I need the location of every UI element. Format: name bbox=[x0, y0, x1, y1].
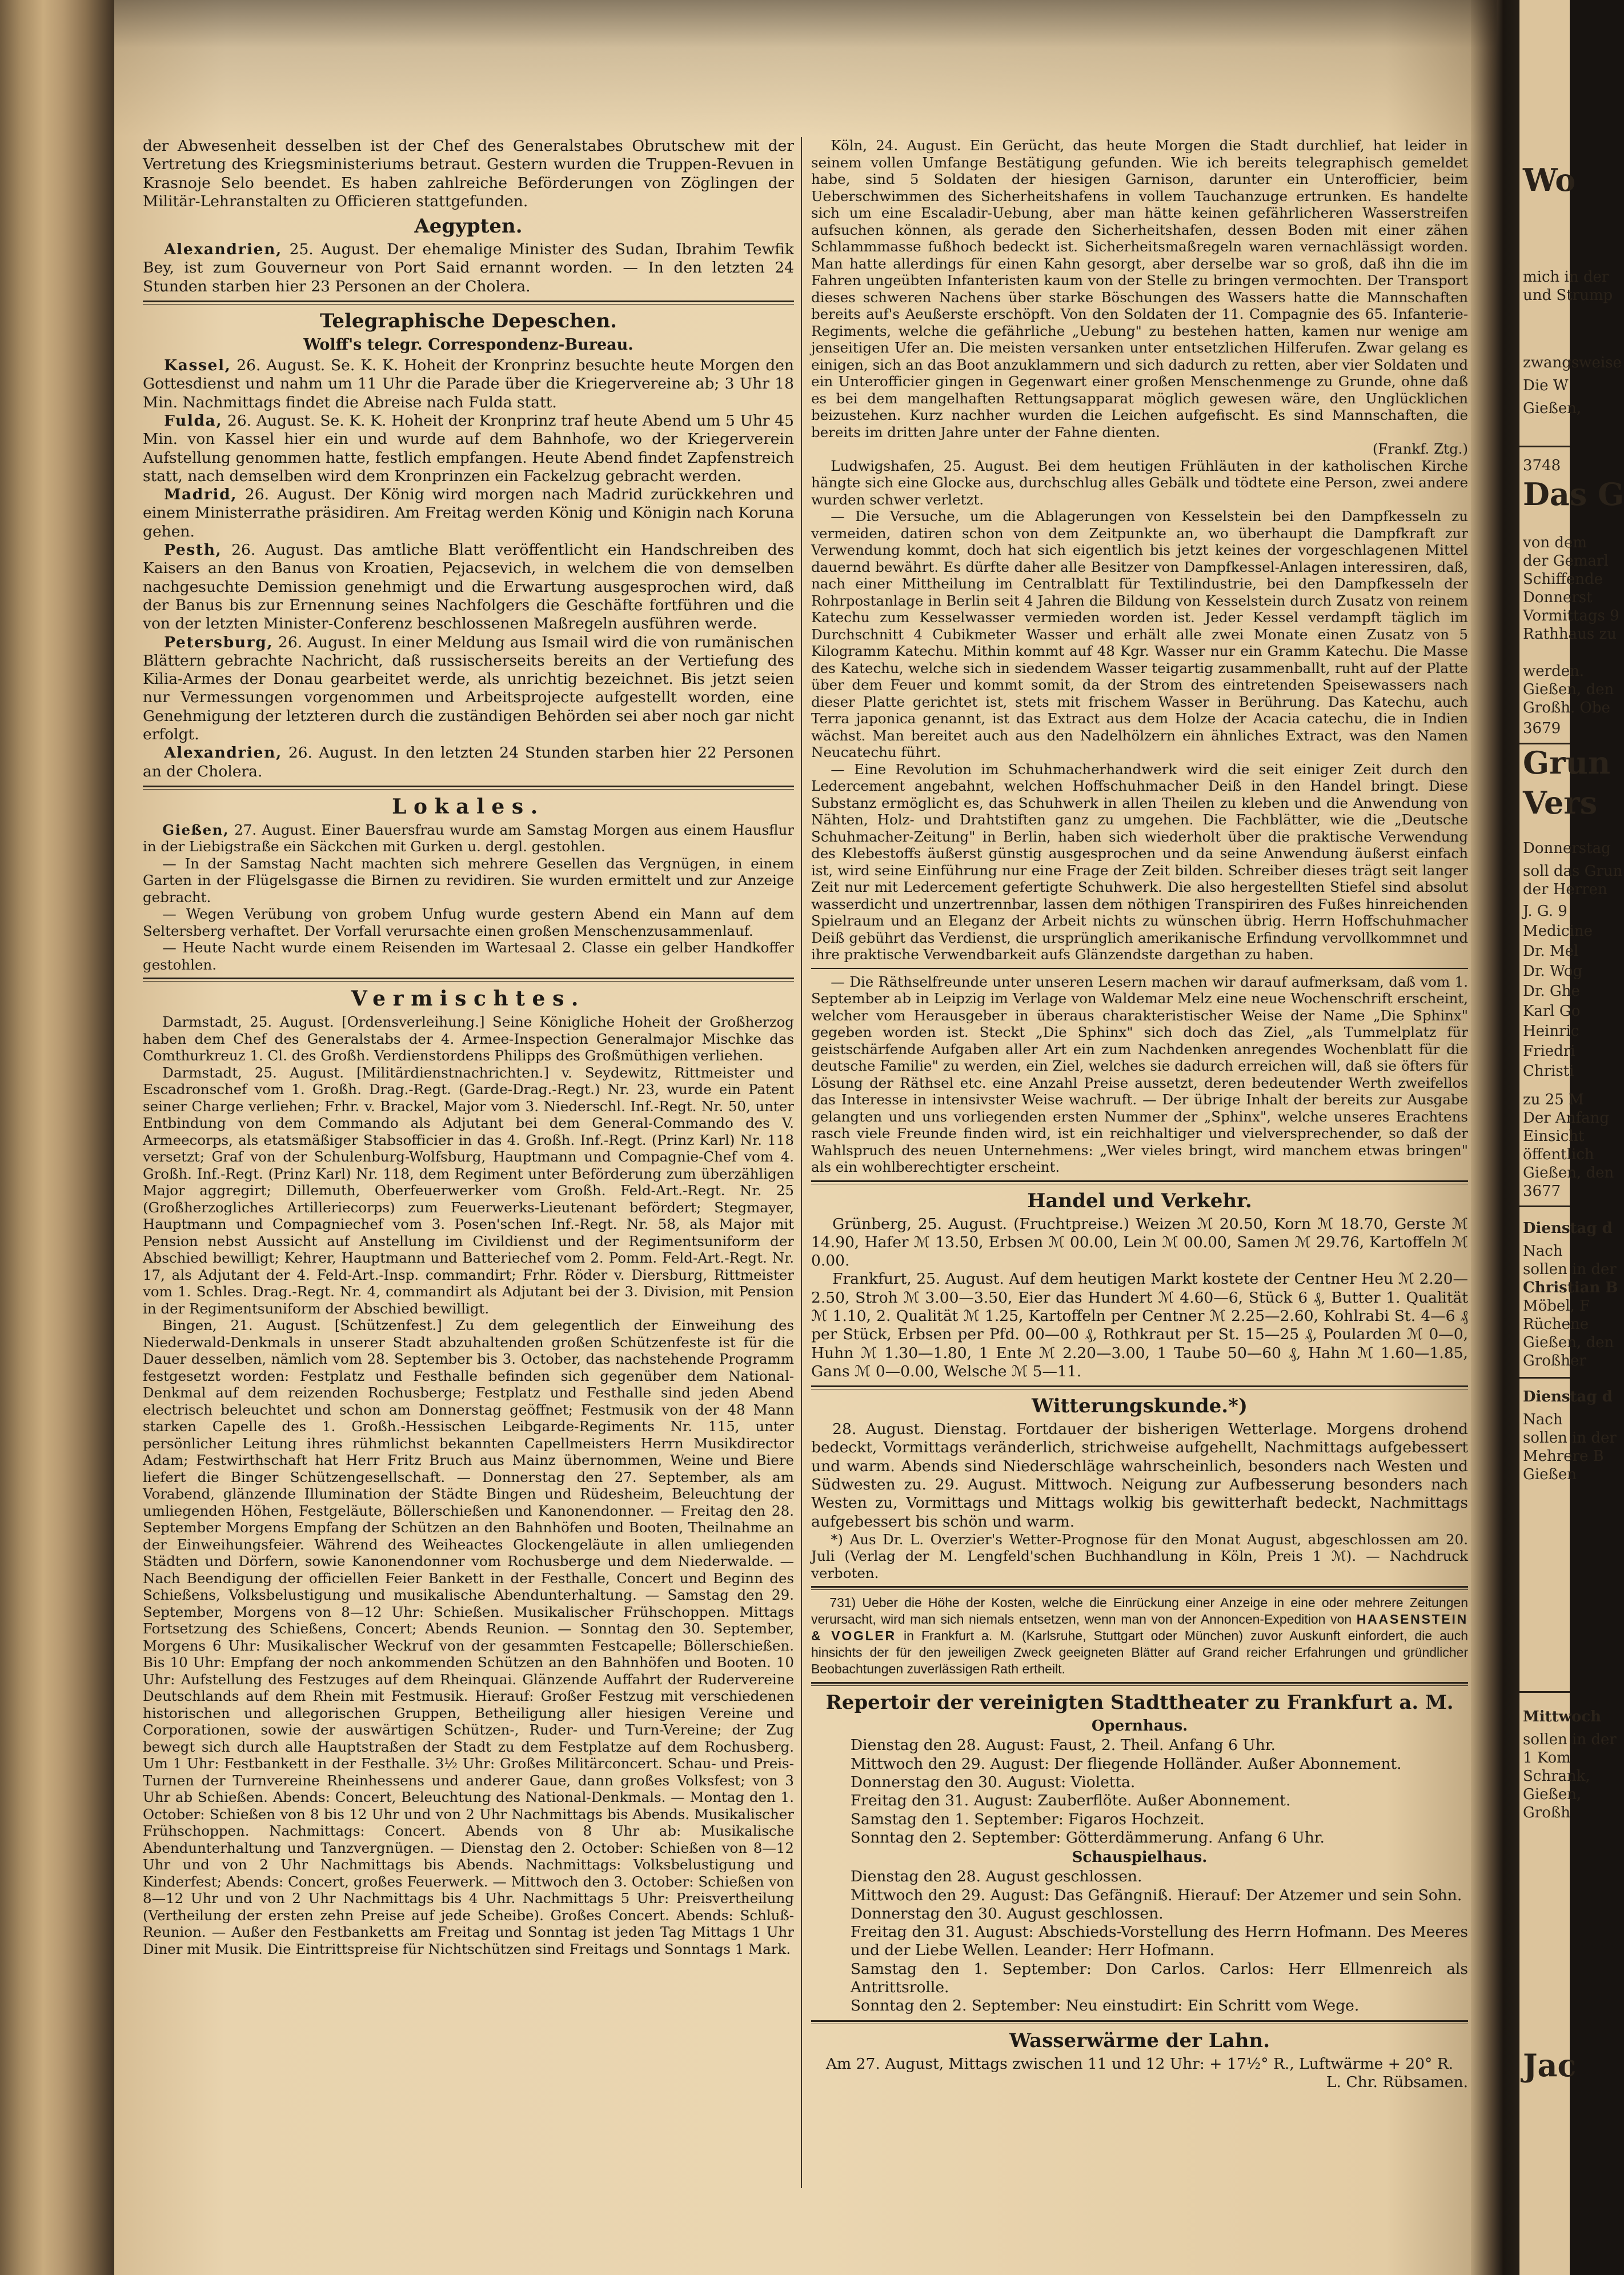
next-page-text: Die W bbox=[1523, 377, 1569, 394]
next-page-text: 3748 bbox=[1523, 457, 1561, 474]
article-kesselstein: — Die Versuche, um die Ablagerungen von Kesselstein bei den Dampfkesseln zu vermeiden, datiren schon von dem Zeitpunkte an, wo überhaupt die Dampfkraft zur Verwendung kommt, doch hat sich eigentlich bis jetzt keines der vorgeschlagenen Mittel dauernd bewährt. Es dürfte daher alle Besitzer von Dampfkessel-Anlagen interessiren, daß, nach einer Mittheilung im Centralblatt für Textilindustrie, bei den Dampfkesseln der Rohrpostanlage in Berlin seit 4 Jahren die Bildung von Kesselstein durch Zusatz von reinem Katechu zum Kesselwasser vermieden worden ist. Jeder Kessel verdampft täglich im Durchschnitt 4 Cubikmeter Wasser und erhält alle zwei Monate einen Zusatz von 5 Kilogramm Katechu. Mithin kommt auf 48 Kgr. Wasser nur ein Gramm Katechu. Die Masse des Katechu, welche sich in siedendem Wasser teigartig zusammenballt, ruht auf der Platte über dem Feuer und kommt somit, da der Strom des eintretenden Speisewassers nach dieser Platte gerichtet ist, stets mit frischem Wasser in Berührung. Das Katechu, auch Terra japonica genannt, ist das Extract aus dem Holze der Acacia catechu, die in Indien wächst. Man bereitet auch aus den Nadelhölzern ein ähnliches Extract, was den Namen Neucatechu führt. bbox=[811, 508, 1468, 760]
next-page-text: Dienstag d bbox=[1523, 1220, 1613, 1237]
next-page-text: Grun bbox=[1523, 744, 1611, 781]
next-page-text: soll das Grun bbox=[1523, 863, 1623, 880]
next-page-text: Vers bbox=[1523, 784, 1598, 821]
telegram-item: Alexandrien, 26. August. In den letzten 24 Stunden starben hier 22 Personen an der Cholera. bbox=[143, 744, 794, 780]
article-ludwigshafen: Ludwigshafen, 25. August. Bei dem heutigen Frühläuten in der katholischen Kirche hängte sich eine Glocke aus, durchschlug alles Gebälk und tödtete eine Person, zwei andere wurden schwer verletzt. bbox=[811, 457, 1468, 508]
next-page-text: der Gemarl bbox=[1523, 552, 1609, 570]
next-page-text: Gießen, den bbox=[1523, 1164, 1614, 1181]
weather-forecast: 28. August. Dienstag. Fortdauer der bisherigen Wetterlage. Morgens drohend bedeckt, Vormittags veränderlich, strichweise aufgehellt, Nachmittags aufgebessert und warm. Abends sind Niederschläge wahrscheinlich, besonders nach Westen und Südwesten zu. 29. August. Mittwoch. Neigung zur Aufbesserung besonders nach Westen zu, Vormittags und Mittags wolkig bis gewitterhaft bedeckt, Nachmittags aufgebessert bis schön und warm. bbox=[811, 1420, 1468, 1531]
local-item: — In der Samstag Nacht machten sich mehrere Gesellen das Vergnügen, in einem Garten in der Flügelsgasse die Birnen zu revidiren. Sie wurden ermittelt und zur Anzeige gebracht. bbox=[143, 855, 794, 906]
theatre-entry: Freitag den 31. August: Zauberflöte. Außer Abonnement. bbox=[850, 1792, 1291, 1810]
next-page-text: sollen in der bbox=[1523, 1731, 1617, 1748]
theatre-entry: Samstag den 1. September: Figaros Hochzeit. bbox=[850, 1810, 1205, 1828]
next-page-text: Schrank, bbox=[1523, 1768, 1590, 1785]
article-source: (Frankf. Ztg.) bbox=[1372, 440, 1468, 457]
next-page-text: Jac bbox=[1523, 2047, 1577, 2084]
dateline: Pesth, bbox=[164, 541, 222, 559]
next-page-text: Das G bbox=[1523, 476, 1624, 512]
next-page-text: Karl Go bbox=[1523, 1003, 1581, 1020]
theatre-entry: Sonntag den 2. September: Götterdämmerung. Anfang 6 Uhr. bbox=[850, 1828, 1325, 1847]
next-page-text: Gießen, den bbox=[1523, 1334, 1614, 1351]
section-rule bbox=[143, 301, 794, 305]
dateline: Alexandrien, bbox=[164, 744, 282, 762]
next-page-text: sollen in der bbox=[1523, 1261, 1617, 1278]
dateline: Fulda, bbox=[164, 411, 223, 430]
next-page-text: werden. bbox=[1523, 663, 1585, 680]
theatre-play-heading: Schauspielhaus. bbox=[1072, 1849, 1208, 1867]
next-page-text: Großh bbox=[1523, 1804, 1570, 1821]
next-page-text: Gießen, bbox=[1523, 400, 1582, 417]
local-item: Gießen, 27. August. Einer Bauersfrau wurde am Samstag Morgen aus einem Hausflur in der Liebigstraße ein Säckchen mit Gurken u. dergl. gestohlen. bbox=[143, 821, 794, 855]
signature: L. Chr. Rübsamen. bbox=[1326, 2073, 1468, 2091]
next-page-text: Dr. Mel bbox=[1523, 943, 1579, 960]
dateline: Kassel, bbox=[164, 357, 231, 375]
telegram-item: Kassel, 26. August. Se. K. K. Hoheit der Kronprinz besuchte heute Morgen den Gottesdienst und nahm um 11 Uhr die Parade über die Kriegervereine ab; 3 Uhr 18 Min. Nachmittags findet die Abreise nach Fulda statt. bbox=[143, 357, 794, 411]
local-item: — Wegen Verübung von grobem Unfug wurde gestern Abend ein Mann auf dem Seltersberg verhaftet. Der Vorfall verursachte einen großen Menschenzusammenlauf. bbox=[143, 906, 794, 939]
next-page-text: Dienstag d bbox=[1523, 1388, 1613, 1405]
section-heading-egypt: Aegypten. bbox=[414, 215, 523, 238]
section-heading-telegrams: Telegraphische Depeschen. bbox=[319, 310, 617, 333]
section-rule bbox=[811, 968, 1468, 969]
next-page-text: Großher bbox=[1523, 1352, 1586, 1369]
next-page-text: Großh. Obe bbox=[1523, 699, 1610, 716]
dateline: Gießen, bbox=[162, 821, 229, 838]
next-page-text: 3679 bbox=[1523, 720, 1561, 737]
next-page-text: Vormittags 9 bbox=[1523, 607, 1619, 624]
next-page-text: Mehrere B bbox=[1523, 1448, 1604, 1465]
section-heading-weather: Witterungskunde.*) bbox=[1032, 1395, 1248, 1418]
next-page-text: Donnerst bbox=[1523, 589, 1593, 606]
theatre-entry: Donnerstag den 30. August: Violetta. bbox=[850, 1773, 1136, 1792]
next-page-text: sollen in der bbox=[1523, 1429, 1617, 1447]
page-gutter bbox=[1471, 0, 1525, 2275]
water-temperature-report: Am 27. August, Mittags zwischen 11 und 12 Uhr: + 17½° R., Luftwärme + 20° R. bbox=[825, 2054, 1454, 2073]
next-page-text: Rüchene bbox=[1523, 1316, 1589, 1333]
next-page-text: Friedri bbox=[1523, 1043, 1575, 1060]
market-report: Frankfurt, 25. August. Auf dem heutigen Markt kostete der Centner Heu ℳ 2.20—2.50, Stroh ℳ 3.00—3.50, Eier das Hundert ℳ 4.60—6, Stück 6 ₰, Butter 1. Qualität ℳ 1.10, 2. Qualität ℳ 1.25, Kartoffeln per Centner ℳ 2.25—2.60, Kohlrabi St. 4—6 ₰ per Stück, Erbsen per Pfd. 00—00 ₰, Rothkraut per St. 15—25 ₰, Poularden ℳ 0—0, Huhn ℳ 1.30—1.80, 1 Ente ℳ 2.20—3.00, 1 Taube 50—60 ₰, Hahn ℳ 1.60—1.85, Gans ℳ 0—0.00, Welsche ℳ 5—11. bbox=[811, 1270, 1468, 1380]
next-page-text: Rathhaus zu bbox=[1523, 626, 1617, 643]
next-page-text: und Strump bbox=[1523, 287, 1613, 304]
dateline: Alexandrien, bbox=[164, 241, 282, 259]
section-rule bbox=[811, 1385, 1468, 1389]
telegram-item: Petersburg, 26. August. In einer Meldung aus Ismail wird die von rumänischen Blättern gebrachte Nachricht, daß russischerseits bereits an der Vertiefung des Kilia-Armes der Donau gearbeitet werde, als unrichtig bezeichnet. Bis jetzt seien nur Vermessungen vorgenommen und Arbeitsprojecte aufgestellt worden, eine Genehmigung der letzteren durch die zuständigen Behörden sei aber noch gar nicht erfolgt. bbox=[143, 633, 794, 744]
theatre-entry: Mittwoch den 29. August: Der fliegende Holländer. Außer Abonnement. bbox=[850, 1755, 1402, 1773]
next-page-text: von dem bbox=[1523, 534, 1587, 551]
theatre-entry: Dienstag den 28. August: Faust, 2. Theil. Anfang 6 Uhr. bbox=[850, 1736, 1276, 1755]
next-page-text: Gießen bbox=[1523, 1466, 1577, 1483]
theatre-entry: Sonntag den 2. September: Neu einstudirt: Ein Schritt vom Wege. bbox=[850, 1997, 1360, 2015]
article-ledercement: — Eine Revolution im Schuhmacherhandwerk wird die seit einiger Zeit durch den Ledercement angebahnt, welchen Hoffschuhmacher Deiß in den Handel bringt. Diese Substanz ermöglicht es, das Schuhwerk in allen Theilen zu kleben und die Anwendung von Nähten, Holz- und Drahtstiften ganz zu umgehen. Die Fachblätter, wie die „Deutsche Schuhmacher-Zeitung" in Berlin, haben sich wiederholt über die praktische Verwendung des Klebestoffs äußerst günstig ausgesprochen und da seine Anwendung äußerst einfach ist, wird seine Einführung nur eine Frage der Zeit bilden. Schreiber dieses trägt seit langer Zeit nur mit Ledercement gefertigte Schuhwerk. Die also hergestellten Stiefel sind absolut wasserdicht und unzertrennbar, lassen dem nöthigen Transpiriren des Fußes hinreichenden Spielraum und an Eleganz der Arbeit nichts zu wünschen übrig. Herrn Hoffschuhmacher Deiß gebührt das Verdienst, die ursprünglich amerikanische Erfindung vervollkommnet und ihre praktische Verwendbarkeit aufs Glänzendste dargethan zu haben. bbox=[811, 760, 1468, 963]
section-rule bbox=[143, 978, 794, 982]
article-sphinx: — Die Räthselfreunde unter unseren Lesern machen wir darauf aufmerksam, daß vom 1. September ab in Leipzig im Verlage von Waldemar Melz eine neue Wochenschrift erscheint, welcher vom Herausgeber in überaus charakteristischer Weise der Name „Die Sphinx" gegeben worden ist. Steckt „Die Sphinx" sich doch das Ziel, „als Tummelplatz für geistschärfende Aufgaben aller Art ein zum Nachdenken anregendes Wochenblatt für die deutsche Familie" zu werden, ein Ziel, welches sie dadurch erreichen will, daß sie öfters für Lösung der Räthsel etc. eine Anzahl Preise aussetzt, deren bedeutender Werth zweifellos das Interesse in intensivster Weise wachruft. — Der übrige Inhalt der bereits zur Ausgabe gelangten und uns vorliegenden ersten Nummer der „Sphinx", welche unseres Erachtens rasch viele Freunde finden wird, ist ein reichhaltiger und vielversprechender, so daß der Wahlspruch des neuen Unternehmens: „Wer vieles bringt, wird manchem etwas bringen" als ein wohlberechtigter erscheint. bbox=[811, 973, 1468, 1175]
section-heading-trade: Handel und Verkehr. bbox=[1027, 1189, 1252, 1212]
telegram-item: Pesth, 26. August. Das amtliche Blatt veröffentlicht ein Handschreiben des Kaisers an den Banus von Kroatien, Pejacsevich, in welchem die von demselben nachgesuchte Demission genehmigt und die Erwartung ausgesprochen wird, daß der Banus bis zur Ernennung seines Nachfolgers die Geschäfte fortführen und die von der letzten Minister-Conferenz beschlossenen Maßregeln ausführen werde. bbox=[143, 541, 794, 633]
telegram-item: Madrid, 26. August. Der König wird morgen nach Madrid zurückkehren und einem Ministerrathe präsidiren. Am Freitag werden König und Königin nach Koruna gehen. bbox=[143, 486, 794, 540]
misc-item: Darmstadt, 25. August. [Militärdienstnachrichten.] v. Seydewitz, Rittmeister und Escadronschef vom 1. Großh. Drag.-Regt. (Garde-Drag.-Regt.) Nr. 23, wurde ein Patent seiner Charge verliehen; Frhr. v. Brackel, Major vom 3. Niederschl. Inf.-Regt. Nr. 50, unter Entbindung von dem Commando als Adjutant bei dem General-Commando des V. Armeecorps, als etatsmäßiger Stabsofficier in das 4. Großh. Inf.-Regt. (Prinz Karl) Nr. 118 versetzt; Graf von der Schulenburg-Wolfsburg, Hauptmann und Compagnie-Chef vom 4. Großh. Inf.-Regt. (Prinz Karl) Nr. 118, dem Regiment unter Beförderung zum überzähligen Major aggregirt; Dillemuth, Oberfeuerwerker vom Großh. Feld-Art.-Regt. Nr. 25 (Großherzogliches Artilleriecorps) zum Feuerwerks-Lieutenant befördert; Stegmayer, Hauptmann und Compagniechef vom 3. Posen'schen Inf.-Regt. Nr. 58, als Major mit Pension nebst Aussicht auf Anstellung im Civildienst und der Regimentsuniform der Abschied bewilligt; Kehrer, Hauptmann und Batteriechef vom 2. Pomm. Feld-Art.-Regt. Nr. 17, als Adjutant der 4. Feld-Art.-Insp. commandirt; Frhr. Röder v. Diersburg, Rittmeister vom 1. Schles. Drag.-Regt. Nr. 4, commandirt als Adjutant bei der 3. Division, mit Pension in der Regimentsuniform der Abschied bewilligt. bbox=[143, 1064, 794, 1317]
next-page-text: 3677 bbox=[1523, 1183, 1561, 1200]
theatre-entry: Dienstag den 28. August geschlossen. bbox=[850, 1868, 1142, 1886]
local-item: — Heute Nacht wurde einem Reisenden im Wartesaal 2. Classe ein gelber Handkoffer gestohlen. bbox=[143, 939, 794, 973]
next-page-text: Christi bbox=[1523, 1063, 1574, 1080]
section-heading-miscellany: Vermischtes. bbox=[351, 987, 586, 1011]
section-rule bbox=[811, 1586, 1468, 1590]
misc-item: Darmstadt, 25. August. [Ordensverleihung.] Seine Königliche Hoheit der Großherzog haben dem Chef des Generalstabs der 4. Armee-Inspection Generalmajor Mischke das Comthurkreuz 1. Cl. des Großh. Verdienstordens Philipps des Großmüthigen verliehen. bbox=[143, 1014, 794, 1064]
news-item-egypt: Alexandrien, 25. August. Der ehemalige Minister des Sudan, Ibrahim Tewfik Bey, ist zum Gouverneur von Port Said ernannt worden. — In den letzten 24 Stunden starben hier 23 Personen an der Cholera. bbox=[143, 241, 794, 295]
weather-footnote: *) Aus Dr. L. Overzier's Wetter-Prognose für den Monat August, abgeschlossen am 20. Juli (Verlag der M. Lengfeld'schen Buchhandlung in Köln, Preis 1 ℳ). — Nachdruck verboten. bbox=[811, 1531, 1468, 1581]
theatre-entry: Mittwoch den 29. August: Das Gefängniß. Hierauf: Der Atzemer und sein Sohn. bbox=[850, 1886, 1462, 1904]
theatre-entry: Donnerstag den 30. August geschlossen. bbox=[850, 1904, 1164, 1922]
next-page-text: öffentlich bbox=[1523, 1146, 1594, 1163]
section-subheading: Wolff's telegr. Correspondenz-Bureau. bbox=[303, 336, 633, 354]
next-page-text: Dr. Wog bbox=[1523, 963, 1583, 980]
advertiser-name: HAASENSTEIN & VOGLER bbox=[811, 1612, 1468, 1644]
next-page-text: Gießen, bbox=[1523, 1786, 1582, 1803]
next-page-text: mich in der bbox=[1523, 269, 1609, 286]
article-koeln: Köln, 24. August. Ein Gerücht, das heute Morgen die Stadt durchlief, hat leider in seinem vollen Umfange Bestätigung gefunden. Wie ich bereits telegraphisch gemeldet habe, sind 5 Soldaten der hiesigen Garnison, darunter ein Unterofficier, beim Ueberschwimmen des Sicherheitshafens in vollem Tauchanzuge ertrunken. Es handelte sich um eine Escaladir-Uebung, aber man hätte keinen gefährlicheren Wasserstreifen aufsuchen können, als gerade den Sicherheitshafen, dessen Boden mit einer zähen Schlammmasse fußhoch bedeckt ist. Sicherheitsmaßregeln waren vernachlässigt worden. Man hatte allerdings für einen Kahn gesorgt, aber derselbe war so groß, daß ihn die im Fahren ungeübten Infanteristen kaum von der Stelle zu bringen vermochten. Der Transport dieses schweren Nachens über starke Böschungen des Wassers hatte die Mannschaften bereits auf's Aeußerste erschöpft. Von den Soldaten der 11. Compagnie des 65. Infanterie-Regiments, welche die gefährliche „Uebung" zu bestehen hatten, kamen nur wenige am jenseitigen Ufer an. Die meisten versanken unter entsetzlichen Hilferufen. Zwar gelang es einigen, sich an das Boot anzuklammern und sich dadurch zu retten, aber vier Soldaten und ein Unterofficier gingen in Gegenwart einer großen Menschenmenge zu Grunde, ohne daß es bei dem mangelhaften Rettungsapparat möglich gewesen wäre, den Unglücklichen beizustehen. Kurz nachher wurden die Leichen aufgefischt. Es sind Mannschaften, die bereits im dritten Jahre unter der Fahne dienten. bbox=[811, 137, 1468, 440]
misc-item: Bingen, 21. August. [Schützenfest.] Zu dem gelegentlich der Einweihung des Niederwald-Denkmals in unserer Stadt abzuhaltenden großen Schützenfeste ist für die Dauer desselben, nämlich vom 28. September bis 3. October, das nachstehende Programm festgesetzt worden: Festplatz und Festhalle befinden sich gegenüber dem National-Denkmal auf dem reizenden Rochusberge; Festplatz und Festhalle sind jeden Abend electrisch beleuchtet und schon am Donnerstag geöffnet; Festmusik von der 48 Mann starken Capelle des 1. Großh.-Hessischen Leibgarde-Regiments Nr. 115, unter persönlicher Leitung ihres rühmlichst bekannten Capellmeisters Herrn Musikdirector Adam; Festwirthschaft hat Herr Fritz Bruch aus Mainz übernommen, Weine und Biere liefert die Binger Schützengesellschaft. — Donnerstag den 27. September, als am Vorabend, glänzende Illumination der Städte Bingen und Rüdesheim, Beleuchtung der umliegenden Höhen, Festgeläute, Böllerschießen und Kanonendonner. — Freitag den 28. September Morgens Empfang der Schützen an den Bahnhöfen und Booten, Theilnahme an der Einweihungsfeier. Während des Weiheactes Glockengeläute in allen umliegenden Städten und Dörfern, sowie Kanonendonner vom Rochusberge und dem Niederwalde. — Nach Beendigung der officiellen Feier Bankett in der Festhalle, Concert und Beginn des Schießens, Volksbelustigung und musikalische Abendunterhaltung. — Samstag den 29. September, Morgens von 8—12 Uhr: Schießen. Musikalischer Frühschoppen. Mittags Fortsetzung des Schießens, Concert; Abends Reunion. — Sonntag den 30. September, Morgens 6 Uhr: Musikalischer Weckruf von der gesammten Festcapelle; Böllerschießen. Bis 10 Uhr: Empfang der noch ankommenden Schützen an den Bahnhöfen und Booten. 10 Uhr: Aufstellung des Festzuges auf dem Rheinquai. Glänzende Auffahrt der Rudervereine Deutschlands auf dem Rhein mit Festmusik. Hierauf: Großer Festzug mit verschiedenen historischen und allegorischen Gruppen, Betheiligung aller hiesigen Vereine und Corporationen, sowie der auswärtigen Schützen-, Ruder- und Turn-Vereine; der Zug bewegt sich durch alle Hauptstraßen der Stadt zu dem Festplatze auf dem Rochusberg. Um 1 Uhr: Festbankett in der Festhalle. 3½ Uhr: Großes Militärconcert. Schau- und Preis-Turnen der Turnvereine Rheinhessens und anderer Gaue, dann großes Volksfest; von 3 Uhr ab Schießen. Abends: Concert, Beleuchtung des National-Denkmals. — Montag den 1. October: Schießen von 8 bis 12 Uhr und von 2 Uhr Nachmittags bis Abends. Musikalischer Frühschoppen. Nachmittags: Concert. Abends von 8 Uhr ab: Musikalische Abendunterhaltung und Tanzvergnügen. — Dienstag den 2. October: Schießen von 8—12 Uhr und von 2 Uhr Nachmittags bis Abends. Nachmittags: Volksbelustigung und Kinderfest; Abends: Concert, großes Feuerwerk. — Mittwoch den 3. October: Schießen von 8—12 Uhr und von 2 Uhr Nachmittags bis 4 Uhr. Nachmittags 5 Uhr: Preisvertheilung (Vertheilung der ersten zehn Preise auf jede Scheibe). Großes Concert. Abends: Schluß-Reunion. — Außer den Festbanketts am Freitag und Sonntag ist jeden Tag Mittags 1 Uhr Diner mit Musik. Die Eintrittspreise für Nichtschützen sind Freitags und Sonntags 1 Mark. bbox=[143, 1317, 794, 1957]
telegram-item: Fulda, 26. August. Se. K. K. Hoheit der Kronprinz traf heute Abend um 5 Uhr 45 Min. von Kassel hier ein und wurde auf dem Bahnhofe, wo der Kriegerverein Aufstellung genommen hatte, festlich empfangen. Heute Abend findet Zapfenstreich statt, nach demselben wird dem Kronprinzen ein Fackelzug gebracht werden. bbox=[143, 411, 794, 485]
next-page-text: Christian B bbox=[1523, 1279, 1618, 1296]
section-heading-theatre: Repertoir der vereinigten Stadttheater zu Frankfurt a. M. bbox=[825, 1691, 1454, 1715]
next-page-text: Möbel, F bbox=[1523, 1297, 1590, 1315]
next-page-text: der Herren bbox=[1523, 881, 1607, 898]
theatre-opera-heading: Opernhaus. bbox=[1091, 1717, 1188, 1735]
next-page-text: Der Anfang bbox=[1523, 1110, 1609, 1127]
dateline: Petersburg, bbox=[164, 633, 274, 651]
left-column bbox=[143, 137, 794, 1957]
next-page-text: zwangsweise bbox=[1523, 354, 1622, 371]
next-page-text: Medicine bbox=[1523, 923, 1593, 940]
next-page-text: Dr. Ghe bbox=[1523, 983, 1580, 1000]
section-rule bbox=[811, 1682, 1468, 1686]
next-page-text: Gießen, den bbox=[1523, 681, 1614, 698]
next-page-text: Einsicht bbox=[1523, 1128, 1585, 1145]
advertisement: 731) Ueber die Höhe der Kosten, welche die Einrückung einer Anzeige in eine oder mehrere Zeitungen verursacht, wird man sich niemals entsetzen, wenn man von der Annoncen-Expedition von HAASENSTEIN & VOGLER in Frankfurt a. M. (Karlsruhe, Stuttgart oder München) zuvor Auskunft einfordert, die auch hinsichts der für den jeweiligen Zweck geeigneten Blätter auf Grand reicher Erfahrungen und gründlicher Beobachtungen zuverlässigen Rath ertheilt. bbox=[811, 1595, 1469, 1677]
next-page-text: 1 Kom bbox=[1523, 1749, 1571, 1767]
next-page-text: Heinric bbox=[1523, 1023, 1579, 1040]
section-rule bbox=[143, 786, 794, 790]
theatre-entry: Freitag den 31. August: Abschieds-Vorstellung des Herrn Hofmann. Des Meeres und der Liebe Wellen. Leander: Herr Hofmann. bbox=[850, 1923, 1468, 1960]
article-intro: der Abwesenheit desselben ist der Chef des Generalstabes Obrutschew mit der Vertretung des Kriegsministeriums betraut. Gestern wurden die Truppen-Revuen in Krasnoje Selo beendet. Es haben zahlreiche Beförderungen von Zöglingen der Militär-Lehranstalten zu Officieren stattgefunden. bbox=[143, 137, 794, 210]
section-rule bbox=[811, 1180, 1468, 1184]
next-page-text: Schiffende bbox=[1523, 571, 1603, 588]
market-report: Grünberg, 25. August. (Fruchtpreise.) Weizen ℳ 20.50, Korn ℳ 18.70, Gerste ℳ 14.90, Hafer ℳ 13.50, Erbsen ℳ 00.00, Lein ℳ 00.00, Samen ℳ 29.76, Kartoffeln ℳ 0.00. bbox=[811, 1215, 1468, 1270]
right-column bbox=[811, 137, 1468, 2092]
section-heading-water-temperature: Wasserwärme der Lahn. bbox=[1009, 2029, 1270, 2052]
column-divider bbox=[801, 137, 802, 2188]
next-page-text: Nach bbox=[1523, 1411, 1563, 1428]
section-heading-local: Lokales. bbox=[392, 794, 545, 819]
dateline: Madrid, bbox=[164, 486, 238, 504]
book-binding-edge bbox=[0, 0, 114, 2275]
theatre-entry: Samstag den 1. September: Don Carlos. Carlos: Herr Ellmenreich als Antrittsrolle. bbox=[850, 1960, 1468, 1997]
next-page-text: Mittwoch bbox=[1523, 1708, 1602, 1725]
section-rule bbox=[811, 2020, 1468, 2024]
next-page-text: zu 25 M bbox=[1523, 1091, 1584, 1108]
next-page-text: Donnerstag bbox=[1523, 840, 1611, 857]
adjacent-page-fragment bbox=[1519, 0, 1624, 2275]
next-page-text: J. G. 9 bbox=[1523, 903, 1567, 920]
next-page-text: Nach bbox=[1523, 1243, 1563, 1260]
next-page-text: Wo bbox=[1523, 162, 1576, 198]
